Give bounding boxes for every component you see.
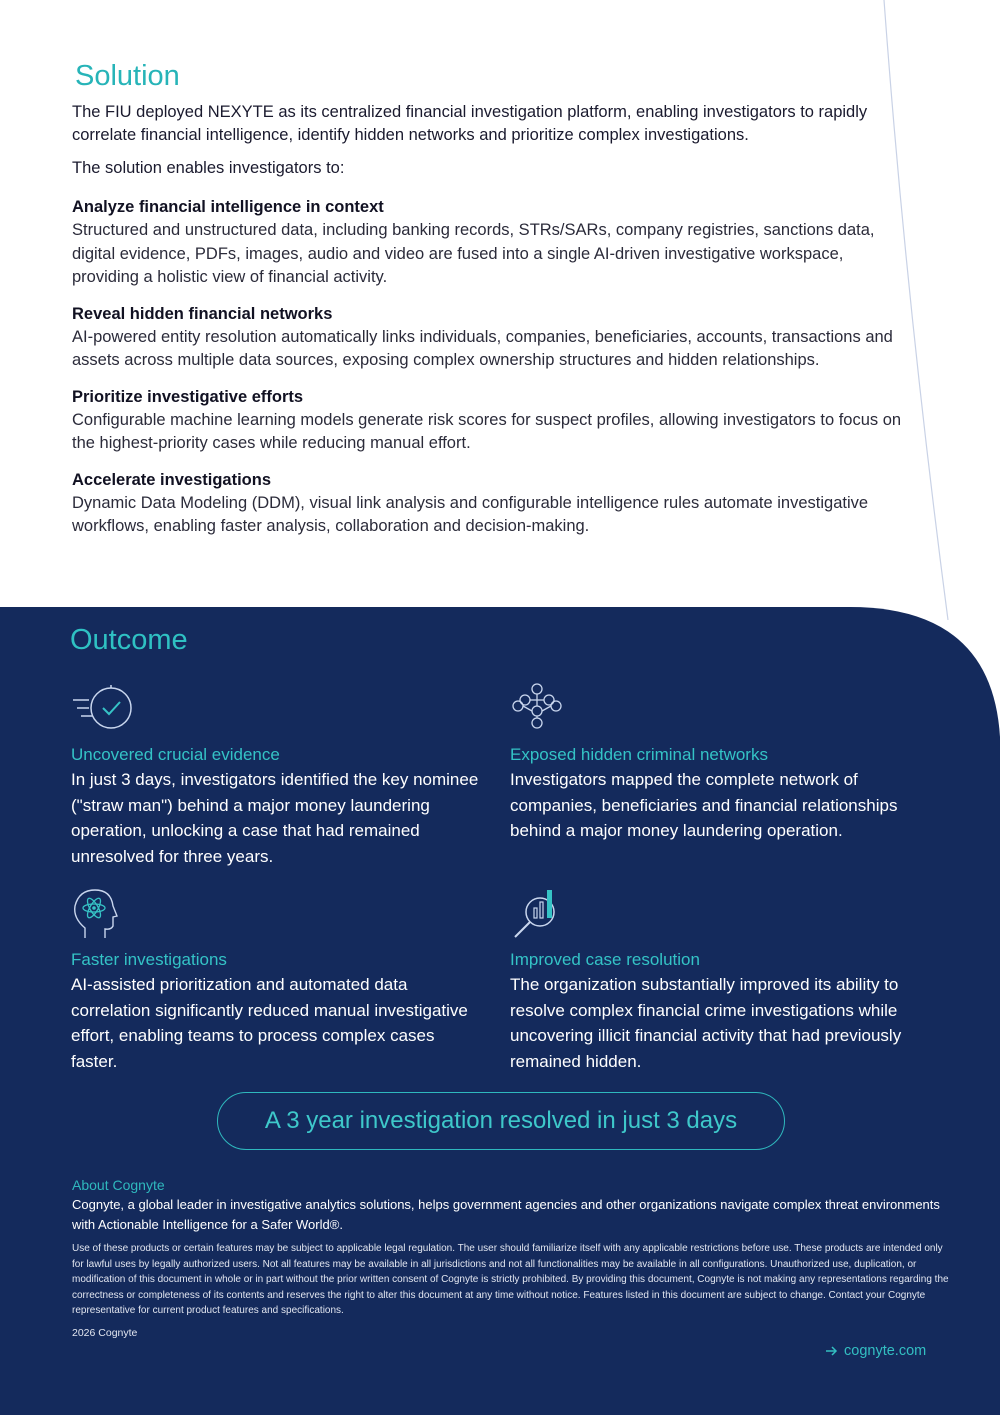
solution-intro: The FIU deployed NEXYTE as its centralized financial investigation platform, enabling investigators to rapidly correlate financial intelligence, identify hidden networks and prioritize complex investigations. bbox=[72, 103, 868, 144]
card-body: The organization substantially improved its ability to resolve complex financial crime investigations while uncovering illicit financial activity that had previously remained hidden. bbox=[510, 975, 902, 1071]
clock-check-icon bbox=[71, 683, 133, 735]
about-section bbox=[72, 1176, 952, 1339]
outcome-card-faster bbox=[71, 888, 481, 1074]
feature-body: Dynamic Data Modeling (DDM), visual link analysis and configurable intelligence rules automate investigative workflows, enabling faster analysis, collaboration and decision-making. bbox=[72, 493, 869, 535]
feature-reveal bbox=[72, 303, 902, 373]
feature-body: Structured and unstructured data, including banking records, STRs/SARs, company registries, sanctions data, digital evidence, PDFs, images, audio and video are fused into a single AI-driven investigative workspace, providing a holistic view of financial activity. bbox=[72, 221, 875, 286]
website-link[interactable] bbox=[826, 1343, 926, 1359]
outcome-card-resolution bbox=[510, 888, 920, 1074]
card-heading: Improved case resolution bbox=[510, 950, 700, 969]
card-body: Investigators mapped the complete network of companies, beneficiaries and financial relationships behind a major money laundering operation. bbox=[510, 770, 898, 840]
outcome-title: Outcome bbox=[70, 624, 188, 656]
card-body: AI-assisted prioritization and automated data correlation significantly reduced manual investigative effort, enabling teams to process complex cases faster. bbox=[71, 975, 468, 1071]
feature-heading: Reveal hidden financial networks bbox=[72, 304, 333, 323]
card-heading: Uncovered crucial evidence bbox=[71, 745, 280, 764]
about-body: Cognyte, a global leader in investigative analytics solutions, helps government agencies and other organizations navigate complex threat environments with Actionable Intelligence for a Safer World®. bbox=[72, 1197, 940, 1232]
network-people-icon bbox=[510, 683, 572, 735]
feature-heading: Analyze financial intelligence in context bbox=[72, 198, 384, 216]
copyright: 2026 Cognyte bbox=[72, 1326, 138, 1339]
outcome-card-networks bbox=[510, 683, 920, 844]
about-heading: About Cognyte bbox=[72, 1177, 165, 1193]
magnifier-chart-icon bbox=[510, 888, 572, 940]
feature-analyze bbox=[72, 196, 902, 290]
solution-lead: The solution enables investigators to: bbox=[72, 159, 345, 177]
card-heading: Faster investigations bbox=[71, 950, 227, 969]
outcome-card-evidence bbox=[71, 683, 481, 869]
card-heading: Exposed hidden criminal networks bbox=[510, 745, 768, 764]
head-atom-icon bbox=[71, 888, 133, 940]
card-body: In just 3 days, investigators identified the key nominee ("straw man") behind a major money laundering operation, unlocking a case that had remained unresolved for three years. bbox=[71, 770, 479, 866]
feature-prioritize bbox=[72, 386, 902, 456]
legal-disclaimer: Use of these products or certain features may be subject to applicable legal regulation. The user should familiarize itself with any applicable restrictions before use. These products are intended only for lawful uses by legally authorized users. Not all features may be available in all jurisdictions and not all functionalities may be available in all configurations. Unauthorized use, duplication, or modification of this document in whole or in part without the prior written consent of Cognyte is strictly prohibited. By providing this document, Cognyte is not making any representations regarding the correctness or completeness of its contents and reserves the right to alter this document at any time without notice. Features listed in this document are subject to change. Contact your Cognyte representative for current product features and specifications. bbox=[72, 1243, 949, 1316]
key-result-callout: A 3 year investigation resolved in just 3 days bbox=[217, 1092, 785, 1150]
solution-section bbox=[72, 60, 902, 539]
feature-accelerate bbox=[72, 469, 902, 539]
feature-body: Configurable machine learning models generate risk scores for suspect profiles, allowing investigators to focus on the highest-priority cases while reducing manual effort. bbox=[72, 410, 902, 452]
solution-title: Solution bbox=[75, 60, 180, 92]
feature-body: AI-powered entity resolution automatically links individuals, companies, beneficiaries, accounts, transactions and assets across multiple data sources, exposing complex ownership structures and hidden relationships. bbox=[72, 327, 893, 369]
website-label: cognyte.com bbox=[844, 1343, 927, 1359]
arrow-right-icon bbox=[826, 1346, 838, 1356]
feature-heading: Accelerate investigations bbox=[72, 470, 271, 489]
feature-heading: Prioritize investigative efforts bbox=[72, 387, 304, 406]
